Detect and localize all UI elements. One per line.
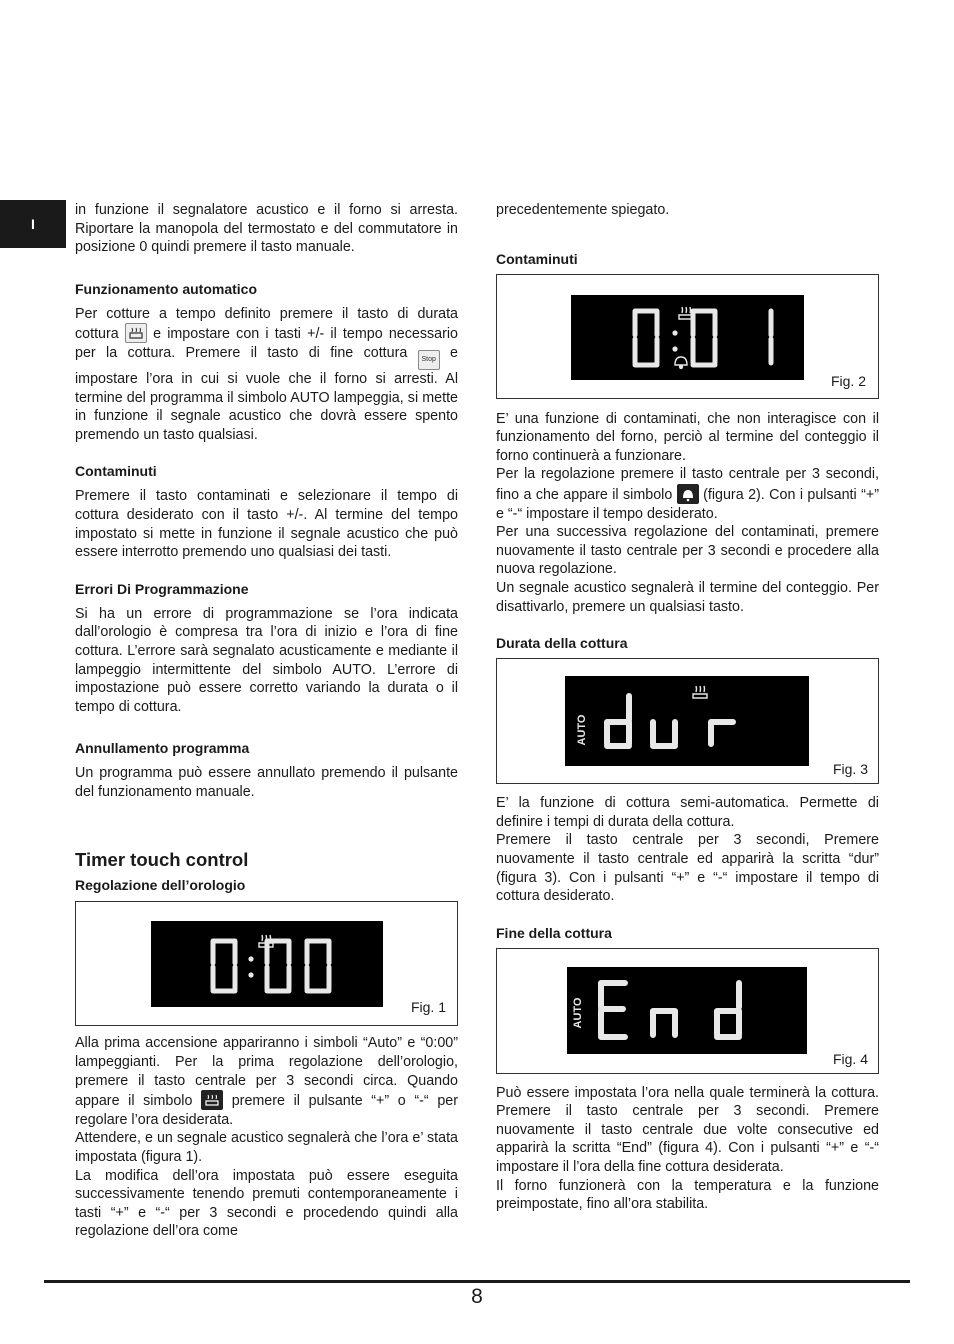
bell-icon — [677, 484, 699, 504]
bell-icon — [675, 357, 687, 368]
lcd-display — [565, 676, 809, 766]
timer-paragraph-a: E’ una funzione di contaminati, che non interagisce con il funzionamento del forno, perciò al termine del conteggio il forno continuerà a funzionare. — [496, 410, 879, 464]
figure-1 — [75, 901, 458, 1026]
figure-2-label: Fig. 2 — [830, 372, 866, 389]
lcd-letters — [567, 967, 807, 1054]
timer-paragraph-d: Un segnale acustico segnalerà il termine del conteggio. Per disattivarlo, premere un qualsiasi tasto. — [496, 579, 879, 615]
programming-errors-paragraph: Si ha un errore di programmazione se l’ora indicata dall’orologio è compresa tra l’ora di inizio e l’ora di fine cottura. L’errore sarà segnalato acusticamente e mediante il lampeggio intermittente del simbolo AUTO. L’errore di impostazione può essere corretto variando la durata o il tempo di cottura. — [75, 605, 458, 715]
auto-indicator: AUTO — [572, 997, 584, 1029]
heading-minute-minder: Contaminuti — [75, 463, 157, 480]
intro-paragraph: in funzione il segnalatore acustico e il forno si arresta. Riportare la manopola del termostato e del commutatore in posizione 0 quindi premere il tasto manuale. — [75, 202, 458, 256]
bottom-rule — [44, 1280, 910, 1283]
heading-program-cancel: Annullamento programma — [75, 740, 250, 757]
heading-programming-errors: Errori Di Programmazione — [75, 580, 249, 597]
end-paragraph-b: Il forno funzionerà con la temperatura e la funzione preimpostate, fino all’ora stabilita. — [496, 1177, 879, 1213]
lcd-display — [151, 921, 383, 1007]
lcd-digits — [571, 295, 804, 380]
timer-paragraph-c: Per una successiva regolazione del contaminati, premere nuovamente il tasto centrale per 3 secondi e procedere alla nuova regolazione. — [496, 524, 879, 578]
lcd-digits — [151, 921, 383, 1007]
auto-indicator: AUTO — [576, 714, 588, 746]
minute-minder-paragraph: Premere il tasto contaminati e selezionare il tempo di cottura desiderato con il tasto +/-. Al termine del tempo impostato si mette in funzione il segnale acustico che può essere interrotto premendo uno qualsiasi dei tasti. — [75, 488, 458, 561]
heading-end-of-cooking: Fine della cottura — [496, 924, 612, 941]
cooking-symbol-icon — [201, 1090, 223, 1110]
heading-clock-setting: Regolazione dell’orologio — [75, 877, 246, 894]
cooking-duration-icon — [125, 323, 147, 343]
figure-4 — [496, 948, 879, 1074]
figure-2 — [496, 274, 879, 399]
cooking-symbol-icon — [693, 686, 707, 698]
left-column — [75, 200, 458, 1241]
duration-paragraph-a: E’ la funzione di cottura semi-automatica. Permette di definire i tempi di durata della cottura. — [496, 795, 879, 830]
figure-1-label: Fig. 1 — [410, 999, 446, 1016]
program-cancel-paragraph: Un programma può essere annullato premendo il pulsante del funzionamento manuale. — [75, 765, 458, 800]
duration-paragraph-b: Premere il tasto centrale per 3 secondi, Premere nuovamente il tasto centrale ed apparirà la scritta “dur” (figura 3). Con i pulsanti “+” e “-“ impostare il tempo di cottura desiderato. — [496, 832, 879, 905]
automatic-operation-paragraph: Per cotture a tempo definito premere il tasto di durata cottura e impostare con i tasti +/- il tempo necessario per la cottura. Premere il tasto di fine cottura Stop e impostare l’ora in cui si vuole che il forno si arresti. Al termine del programma il simbolo AUTO lampeggia, si mette in funzione il segnale acustico che dovrà essere spento premendo un tasto qualsiasi. — [75, 305, 458, 443]
timer-paragraph-b: Per la regolazione premere il tasto centrale per 3 secondi, fino a che appare il simbolo (figura 2). Con i pulsanti “+” e “-“ impostare il tempo desiderato. — [496, 466, 879, 522]
end-paragraph-a: Può essere impostata l’ora nella quale terminerà la cottura. Premere il tasto centrale per 3 secondi. Premere nuovamente il tasto centrale due volte consecutive ed apparirà la scritta “End” (figura 4). Con i pulsanti “+” e “-“ impostare il l’ora della fine cottura desiderata. — [496, 1084, 879, 1176]
lcd-display — [571, 295, 804, 380]
heading-minute-minder-timer: Contaminuti — [496, 250, 578, 267]
figure-3 — [496, 658, 879, 784]
lcd-letters — [565, 676, 809, 766]
clock-paragraph-a: Alla prima accensione appariranno i simboli “Auto” e “0:00” lampeggianti. Per la prima regolazione dell’orologio, premere il tasto centrale per 3 secondi circa. Quando appare il simbolo premere il pulsante “+” o “-“ per regolare l’ora desiderata. — [75, 1035, 458, 1128]
clock-paragraph-c: Attendere, e un segnale acustico segnalerà che l’ora e’ stata impostata (figura 1). — [75, 1130, 458, 1166]
right-column — [496, 200, 879, 1214]
heading-cooking-duration: Durata della cottura — [496, 635, 628, 652]
figure-3-label: Fig. 3 — [832, 761, 868, 778]
heading-automatic-operation: Funzionamento automatico — [75, 280, 257, 297]
section-title: Timer touch control — [75, 849, 249, 871]
page-number: 8 — [471, 1285, 483, 1308]
clock-paragraph-d: La modifica dell’ora impostata può essere eseguita successivamente tenendo premuti contemporaneamente i tasti “+” e “-“ per 3 secondi e procedendo quindi alla regolazione dell’ora come — [75, 1167, 458, 1240]
lcd-display — [567, 967, 807, 1054]
figure-4-label: Fig. 4 — [832, 1050, 868, 1067]
continued-paragraph: precedentemente spiegato. — [496, 202, 670, 218]
stop-icon: Stop — [418, 350, 440, 370]
language-tab: I — [0, 200, 66, 248]
